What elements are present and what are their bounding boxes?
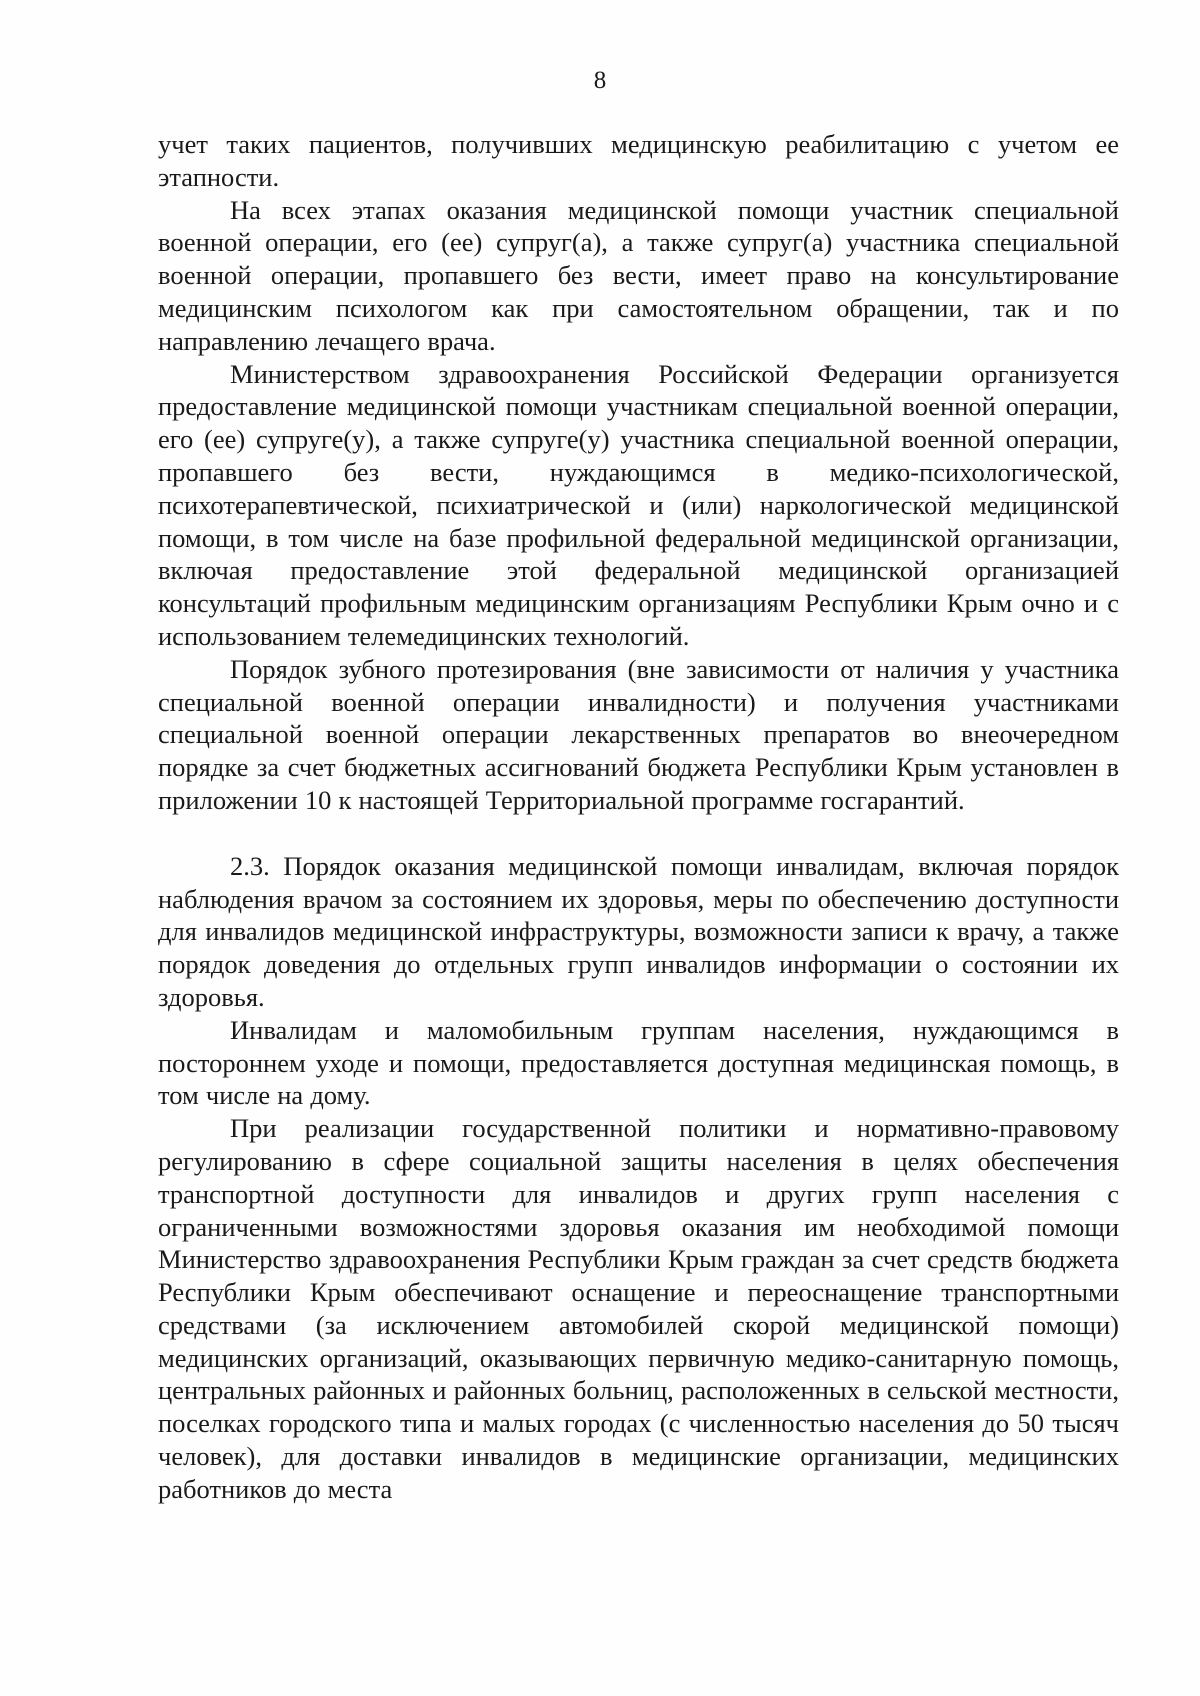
paragraph-disabled-assistance: Инвалидам и маломобильным группам населения, нуждающимся в постороннем уходе и помощи, предоставляется доступная медицинская помощь, в том числе на дому. <box>158 1014 1119 1111</box>
paragraph-transport-accessibility: При реализации государственной политики и нормативно-правовому регулированию в сфере социальной защиты населения в целях обеспечения транспортной доступности для инвалидов и других групп населения с ограниченными возможностями здоровья оказания им необходимой помощи Министерство здравоохранения Республики Крым граждан за счет средств бюджета Республики Крым обеспечивают оснащение и переоснащение транспортными средствами (за исключением автомобилей скорой медицинской помощи) медицинских организаций, оказывающих первичную медико-санитарную помощь, центральных районных и районных больниц, расположенных в сельской местности, поселках городского типа и малых городах (с численностью населения до 50 тысяч человек), для доставки инвалидов в медицинские организации, медицинских работников до места <box>158 1113 1119 1504</box>
paragraph-ministry-medical-assistance: Министерством здравоохранения Российской Федерации организуется предоставление медицинской помощи участникам специальной военной операции, его (ее) супруге(у), а также супруге(у) участника специальной военной операции, пропавшего без вести, нуждающимся в медико-психологической, психотерапевтической, психиатрической и (или) наркологической медицинской помощи, в том числе на базе профильной федеральной медицинской организации, включая предоставление этой федеральной медицинской организацией консультаций профильным медицинским организациям Республики Крым очно и с использованием телемедицинских технологий. <box>158 358 1119 651</box>
document-body <box>158 128 1119 1506</box>
paragraph-dental-prosthetics: Порядок зубного протезирования (вне зависимости от наличия у участника специальной военной операции инвалидности) и получения участниками специальной военной операции лекарственных препаратов во внеочередном порядке за счет бюджетных ассигнований бюджета Республики Крым установлен в приложении 10 к настоящей Территориальной программе госгарантий. <box>158 653 1119 815</box>
page-number: 8 <box>593 67 607 94</box>
paragraph-psychologist-consultation: На всех этапах оказания медицинской помощи участник специальной военной операции, его (ее) супруг(а), а также супруг(а) участника специальной военной операции, пропавшего без вести, имеет право на консультирование медицинским психологом как при самостоятельном обращении, так и по направлению лечащего врача. <box>158 194 1119 356</box>
paragraph-continuation: учет таких пациентов, получивших медицинскую реабилитацию с учетом ее этапности. <box>158 129 1119 192</box>
section-heading-2-3: 2.3. Порядок оказания медицинской помощи инвалидам, включая порядок наблюдения врачом за состоянием их здоровья, меры по обеспечению доступности для инвалидов медицинской инфраструктуры, возможности записи к врачу, а также порядок доведения до отдельных групп инвалидов информации о состоянии их здоровья. <box>158 850 1119 1012</box>
